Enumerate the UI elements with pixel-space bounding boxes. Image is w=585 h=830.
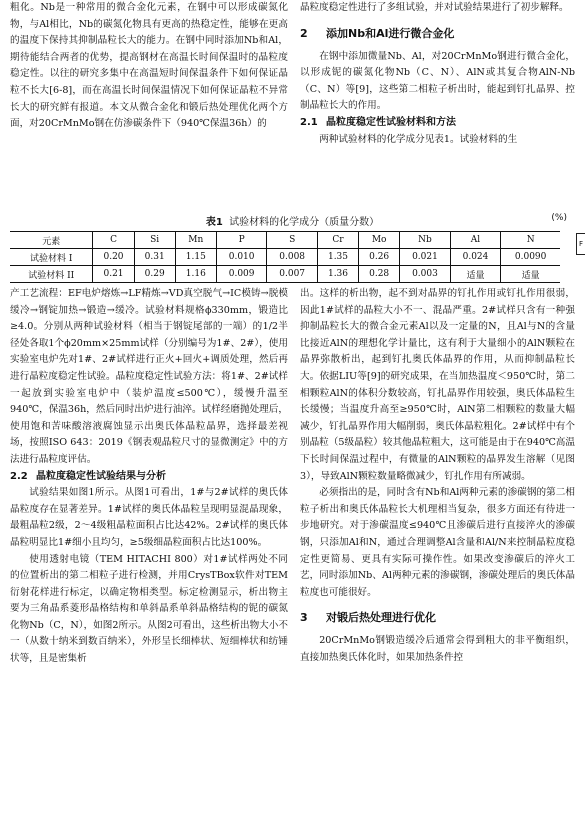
column-bottom-right <box>300 286 575 666</box>
table-header-cell: S <box>267 232 318 249</box>
section-3-heading <box>300 601 575 633</box>
table-header-cell: Mn <box>175 232 216 249</box>
table-header-cell: Mo <box>359 232 400 249</box>
table-cell: 适量 <box>501 266 560 283</box>
table-header-cell: Nb <box>400 232 451 249</box>
table-number: 表1 <box>205 217 223 228</box>
analysis-paragraph: 出。这样的析出物，起不到对晶界的钉扎作用或钉扎作用很弱，因此1#试样的晶粒大小不一、混晶严重。2#试样只含有一种强抑制晶粒长大的微合金元素Al以及一定量的N，且Al与N的含量比接近AlN的理想化学计量比，这有利于大量细小的AlN颗粒在晶界弥散析出，起到钉扎奥氏体晶界的作用，从而抑制晶粒长大。依据LIU等[9]的研究成果，在当加热温度＜950℃时，第二相颗粒AlN的体积分数较高，钉扎晶界作用较强，奥氏体晶粒生长缓慢；当温度升高至≥950℃时，AlN第二相颗粒的数量大幅减少，钉扎晶界作用大幅削弱，奥氏体晶粒粗化。2#试样中有个别晶粒（5级晶粒）较其他晶粒粗大，这可能是由于在940℃高温下长时间保温过程中，有微量的AlN颗粒的晶界发生溶解（见图3），导致AlN颗粒数量略微减少，钉扎作用有所减弱。 <box>300 288 575 482</box>
table-header-cell: Si <box>134 232 175 249</box>
table-header-row <box>10 232 560 249</box>
section-number: 3 <box>300 611 308 625</box>
table-caption <box>10 213 575 228</box>
table-cell: 0.29 <box>134 266 175 283</box>
table-header-cell: 元素 <box>10 232 93 249</box>
side-tab-label: F <box>578 240 584 248</box>
table-cell: 0.28 <box>359 266 400 283</box>
section-title: 晶粒度稳定性试验结果与分析 <box>36 470 166 482</box>
composition-table <box>10 231 560 283</box>
section-2-1-paragraph: 两种试验材料的化学成分见表1。试验材料的生 <box>319 133 518 145</box>
table-row <box>10 249 560 266</box>
table-cell: 1.15 <box>175 249 216 266</box>
table-header-cell: Al <box>450 232 501 249</box>
table-title: 试验材料的化学成分（质量分数） <box>229 217 380 228</box>
table-unit: (%) <box>551 213 567 223</box>
side-tab-marker[interactable] <box>576 233 585 255</box>
section-title: 添加Nb和Al进行微合金化 <box>326 26 455 40</box>
section-2-1-heading <box>300 115 575 132</box>
section-number: 2.2 <box>10 470 28 482</box>
table-cell: 0.024 <box>450 249 501 266</box>
table-cell: 0.003 <box>400 266 451 283</box>
table-cell: 适量 <box>450 266 501 283</box>
table-cell: 0.26 <box>359 249 400 266</box>
table-header-cell: C <box>93 232 134 249</box>
section-title: 对锻后热处理进行优化 <box>326 611 436 625</box>
table-header-cell: N <box>501 232 560 249</box>
table-caption-row <box>10 211 575 231</box>
section-number: 2 <box>300 26 308 40</box>
table-cell: 0.007 <box>267 266 318 283</box>
tem-paragraph: 使用透射电镜（TEM HITACHI 800）对1#试样两处不同的位置析出的第二相粒子进行检测，并用CrysTBox软件对TEM衍射花样进行标定，以确定物相类型。标定检测显示，析出物主要为三角晶系菱形晶格结构和单斜晶系单斜晶格结构的铌的碳氮化物Nb（C，N），如图2所示。从图2可看出，这些析出物大小不一（从数十纳米到数百纳米），外形呈长细棒状、短细棒状和纺锤状等，且是密集析 <box>10 553 288 665</box>
table-cell: 0.021 <box>400 249 451 266</box>
note-paragraph: 必须指出的是，同时含有Nb和Al两种元素的渗碳钢的第二相粒子析出和奥氏体晶粒长大机理相当复杂，很多方面还有待进一步地研究。对于渗碳温度≤940℃且渗碳后进行直接淬火的渗碳钢，只添加Al和N，通过合理调整Al含量和Al/N来控制晶粒度稳定性更简易、更具有实际可操作性。如果改变渗碳后的淬火工艺，同时添加Nb、Al两种元素的渗碳钢，渗碳处理后的奥氏体晶粒度也可能很好。 <box>300 487 575 598</box>
section-2-paragraph: 在钢中添加微量Nb、Al，对20CrMnMo钢进行微合金化，以形成铌的碳氮化物Nb（C、N）、AlN或其复合物AlN-Nb（C、N）等[9]，这些第二相粒子析出时，能起到钉扎晶界、控制晶粒长大的作用。 <box>300 50 575 112</box>
column-bottom-left <box>10 286 288 668</box>
composition-table-block <box>10 211 575 283</box>
table-cell: 0.008 <box>267 249 318 266</box>
table-cell: 0.010 <box>216 249 267 266</box>
table-cell: 0.20 <box>93 249 134 266</box>
table-row <box>10 266 560 283</box>
table-cell: 1.16 <box>175 266 216 283</box>
table-cell: 试验材料 II <box>28 270 75 281</box>
table-cell: 0.21 <box>93 266 134 283</box>
section-2-2-heading <box>10 469 288 486</box>
section-number: 2.1 <box>300 116 318 128</box>
intro-paragraph-end: 晶粒度稳定性进行了多组试验，并对试验结果进行了初步解释。 <box>300 2 569 13</box>
table-cell: 0.31 <box>134 249 175 266</box>
section-2-heading <box>300 17 575 49</box>
column-top-left <box>10 0 288 133</box>
intro-paragraph-continued: 粗化。Nb是一种常用的微合金化元素，在钢中可以形成碳氮化物，与Al相比，Nb的碳氮化物具有更高的热稳定性，能够在更高的温度下保持其抑制晶粒长大的能力。在钢中同时添加Nb和Al，期待能结合两者的优势，提高钢材在高温长时间保温时的晶粒度稳定性。以往的研究多集中在高温短时间保温条件下如何保证晶粒不长大[6-8]，而在高温长时间保温情况下如何保证晶粒不异常长大的研究鲜有报道。本文从微合金化和锻后热处理优化两个方面，对20CrMnMo钢在仿渗碳条件下（940℃保温36h）的 <box>10 2 288 130</box>
results-paragraph: 试验结果如图1所示。从图1可看出，1#与2#试样的奥氏体晶粒度存在显著差异。1#试样的奥氏体晶粒呈现明显混晶现象，最粗晶粒2级，2～4级粗晶粒面积占比达42%。2#试样的奥氏体晶粒明显比1#细小且均匀，≥5级细晶粒面积占比达100%。 <box>10 487 288 548</box>
section-3-paragraph: 20CrMnMo钢锻造缓冷后通常会得到粗大的非平衡组织，直接加热奥氏体化时，如果加热条件控 <box>300 635 575 663</box>
process-paragraph: 产工艺流程：EF电炉熔炼→LF精炼→VD真空脱气→IC模铸→脱模缓冷→钢锭加热→锻造→缓冷。试验材料规格ϕ330mm，锻造比≥4.0。分别从两种试验材料（相当于钢锭尾部的一端）的1/2半径处各取1个ϕ20mm×25mm试样（分别编号为1#、2#），使用实验室电炉先对1#、2#试样进行正火+回火+调质处理，然后再进行晶粒度稳定性试验。晶粒度稳定性试验方法：将1#、2#试样一起放到实验室电炉中（装炉温度≤500℃），缓慢升温至940℃，保温36h，然后同时出炉进行油淬。试样经磨抛处理后，使用饱和苦味酸溶液腐蚀显示出奥氏体晶粒晶界，选择最差视场，按照ISO 643：2019《钢表观晶粒尺寸的显微测定》中的方法进行晶粒度评估。 <box>10 288 288 465</box>
table-header-cell: P <box>216 232 267 249</box>
table-cell: 0.009 <box>216 266 267 283</box>
table-cell: 1.35 <box>317 249 358 266</box>
column-top-right <box>300 0 575 148</box>
section-title: 晶粒度稳定性试验材料和方法 <box>326 116 456 128</box>
table-cell: 1.36 <box>317 266 358 283</box>
table-header-cell: Cr <box>317 232 358 249</box>
table-cell: 试验材料 I <box>10 249 93 266</box>
table-cell: 0.0090 <box>501 249 560 266</box>
